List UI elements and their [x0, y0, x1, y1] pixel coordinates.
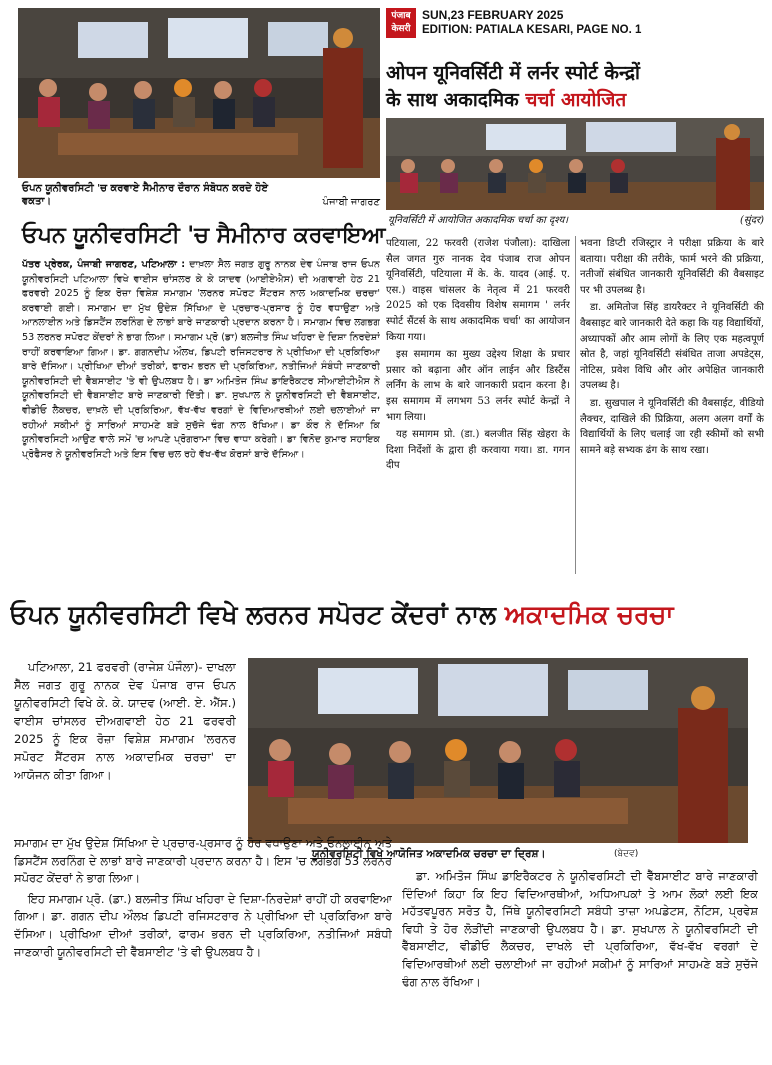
- kesari-photo-credit: (सुंदर): [740, 215, 764, 226]
- kesari-col2-para-1: भवना डिप्टी रजिस्ट्रार ने परीक्षा प्रक्रिया के बारे बताया। परीक्षा की तरीके, फार्म भरने की प्रक्रिया, नतीजों संबंधित जानकारी यूनिवर्सिटी की वैबसाइट पर भी उपलब्ध है।: [580, 238, 764, 296]
- bottom-right-text: ਡਾ. ਅਮਿਤੋਜ ਸਿੰਘ ਡਾਇਰੈਕਟਰ ਨੇ ਯੂਨੀਵਰਸਿਟੀ ਦੀ ਵੈੱਬਸਾਈਟ ਬਾਰੇ ਜਾਣਕਾਰੀ ਦਿੰਦਿਆਂ ਕਿਹਾ ਕਿ ਇਹ ਵਿਦਿਆਰਥੀਆਂ, ਅਧਿਆਪਕਾਂ ਤੇ ਆਮ ਲੋਕਾਂ ਲਈ ਇਕ ਮਹੱਤਵਪੂਰਨ ਸਰੋਤ ਹੈ, ਜਿੱਥੇ ਯੂਨੀਵਰਸਿਟੀ ਸਬੰਧੀ ਤਾਜ਼ਾ ਅਪਡੇਟਸ, ਨੋਟਿਸ, ਪ੍ਰਵੇਸ਼ ਵਿਧੀ ਤੇ ਹੋਰ ਲੋੜੀਂਦੀ ਜਾਣਕਾਰੀ ਉਪਲਬਧ ਹੈ। ਡਾ. ਸੁਖਪਾਲ ਨੇ ਯੂਨੀਵਰਸਿਟੀ ਦੀ ਵੈੱਬਸਾਈਟ, ਵੀਡੀਓ ਲੈਕਚਰ, ਦਾਖਲੇ ਦੀ ਪ੍ਰਕਿਰਿਆ, ਵੱਖ-ਵੱਖ ਵਰਗਾਂ ਦੇ ਵਿਦਿਆਰਥੀਆਂ ਲਈ ਚਲਾਈਆਂ ਜਾ ਰਹੀਆਂ ਸਕੀਮਾਂ ਨੂੰ ਸਾਰਿਆਂ ਸਾਹਮਣੇ ਬੜੇ ਸੁਚੱਜੇ ਢੰਗ ਨਾਲ ਰੱਖਿਆ।: [402, 869, 758, 989]
- bottom-headline: [10, 598, 762, 632]
- kesari-photo-caption: यूनिवर्सिटी में आयोजित अकादमिक चर्चा का दृश्य।: [388, 215, 569, 226]
- kesari-headline: [386, 60, 766, 114]
- kesari-col1-para-2: इस समागम का मुख्य उद्देश्य शिक्षा के प्रचार प्रसार को बढ़ाना और ऑन लाईन और डिस्टैंस लर्निंग के लाभ के बारे जानकारी प्रदान करना है। इस समागम में लगभग 53 लर्नर स्पोर्ट केन्द्रों ने भाग लिया।: [386, 349, 570, 423]
- kesari-headline-plain: के साथ अकादमिक: [386, 89, 526, 111]
- kesari-col2-para-2: डा. अमितोज सिंह डायरैक्टर ने यूनिवर्सिटी की वैबसाइट बारे जानकारी देते कहा कि यह विद्यार्थियों, अध्यापकों और आम लोगों के लिए एक महत्वपूर्ण स्रोत है, जहां यूनिवर्सिटी संबंधित ताजा अपडेट्स, नोटिस, प्रवेश विधि और ओर अपेक्षित जानकारी उपलब्ध है।: [580, 302, 764, 392]
- kesari-col1-para-1: पटियाला, 22 फरवरी (राजेश पंजौला): दाखिला सैल जगत गुरु नानक देव पंजाब राज ओपन यूनिवर्सिटी, पटियाला में के. के. यादव (आई. ए. एस.) वाइस चांसलर के नेतृत्व में 21 फरवरी 2025 को एक दिवसीय विशेष समागम ' लर्नर स्पोर्ट सैंटर्स के साथ अकादमिक चर्चा' का आयोजन किया गया।: [386, 238, 570, 343]
- kesari-headline-red: चर्चा आयोजित: [525, 89, 627, 111]
- top-left-byline: ਪੱਤਰ ਪ੍ਰੇਰਕ, ਪੰਜਾਬੀ ਜਾਗਰਣ, ਪਟਿਆਲਾ :: [22, 259, 186, 270]
- bottom-left-column: [14, 835, 392, 1055]
- kesari-edition-line: EDITION: PATIALA KESARI, PAGE NO. 1: [422, 24, 642, 36]
- top-left-headline: ਓਪਨ ਯੂਨੀਵਰਸਿਟੀ 'ਚ ਸੈਮੀਨਾਰ ਕਰਵਾਇਆ: [22, 223, 386, 248]
- bottom-para-2: ਸਮਾਗਮ ਦਾ ਮੁੱਖ ਉਦੇਸ਼ ਸਿੱਖਿਆ ਦੇ ਪ੍ਰਚਾਰ-ਪ੍ਰਸਾਰ ਨੂੰ ਹੋਰ ਵਧਾਉਣਾ ਅਤੇ ਓਨਲਾਈਨ ਅਤੇ ਡਿਸਟੈਂਸ ਲਰਨਿੰਗ ਦੇ ਲਾਭਾਂ ਬਾਰੇ ਜਾਣਕਾਰੀ ਪ੍ਰਦਾਨ ਕਰਨਾ ਹੈ। ਇਸ 'ਚ ਲਗਭਗ 53 ਲਰਨਰ ਸਪੋਰਟ ਕੇਂਦਰਾਂ ਨੇ ਭਾਗ ਲਿਆ।: [14, 836, 392, 886]
- top-left-body: [22, 258, 380, 574]
- kesari-col-2: [580, 236, 764, 576]
- bottom-photo-credit: (ਬੇਦਵ): [614, 849, 639, 859]
- bottom-para-3: ਇਹ ਸਮਾਗਮ ਪ੍ਰੋ. (ਡਾ.) ਬਲਜੀਤ ਸਿੰਘ ਖਹਿਰਾ ਦੇ ਦਿਸ਼ਾ-ਨਿਰਦੇਸ਼ਾਂ ਰਾਹੀਂ ਹੀ ਕਰਵਾਇਆ ਗਿਆ। ਡਾ. ਗਗਨ ਦੀਪ ਔਲਖ ਡਿਪਟੀ ਰਜਿਸਟਰਾਰ ਨੇ ਪ੍ਰੀਖਿਆ ਦੀ ਪ੍ਰਕਿਰਿਆ ਬਾਰੇ ਦੱਸਿਆ। ਪ੍ਰੀਖਿਆ ਦੀਆਂ ਤਰੀਕਾਂ, ਫਾਰਮ ਭਰਨ ਦੀ ਪ੍ਰਕਿਰਿਆ, ਨਤੀਜਿਆਂ ਸਬੰਧੀ ਜਾਣਕਾਰੀ ਯੂਨੀਵਰਸਿਟੀ ਦੀ ਵੈੱਬਸਾਈਟ 'ਤੇ ਵੀ ਉਪਲਬਧ ਹੈ।: [14, 891, 392, 959]
- kesari-col1-para-3: यह समागम प्रो. (डा.) बलजीत सिंह खेहरा के दिशा निर्देशों के द्वारा ही करवाया गया। डा. गगन दीप: [386, 429, 570, 472]
- top-left-photo-credit: ਪੰਜਾਬੀ ਜਾਗਰਣ: [322, 197, 380, 208]
- kesari-column-rule: [575, 236, 576, 574]
- kesari-col-1: [386, 236, 570, 576]
- kesari-photo: [386, 118, 764, 210]
- bottom-photo: [248, 658, 748, 843]
- punjab-kesari-logo: पंजाब केसरी: [386, 8, 416, 38]
- top-left-photo-caption: ਓਪਨ ਯੂਨੀਵਰਸਿਟੀ 'ਚ ਕਰਵਾਏ ਸੈਮੀਨਾਰ ਦੌਰਾਨ ਸੰਬੋਧਨ ਕਰਦੇ ਹੋਏ ਵਕਤਾ।: [22, 183, 269, 207]
- kesari-headline-line1: ओपन यूनिवर्सिटी में लर्नर स्पोर्ट केन्द्रों: [386, 62, 640, 84]
- bottom-intro-text: ਪਟਿਆਲਾ, 21 ਫਰਵਰੀ (ਰਾਜੇਸ਼ ਪੰਜੌਲਾ)- ਦਾਖਲਾ ਸੈੱਲ ਜਗਤ ਗੁਰੂ ਨਾਨਕ ਦੇਵ ਪੰਜਾਬ ਰਾਜ ਓਪਨ ਯੂਨੀਵਰਸਿਟੀ ਵਿਖੇ ਕੇ. ਕੇ. ਯਾਦਵ (ਆਈ. ਏ. ਐੱਸ.) ਵਾਈਸ ਚਾਂਸਲਰ ਦੀਅਗਵਾਈ ਹੇਠ 21 ਫਰਵਰੀ 2025 ਨੂੰ ਇਕ ਰੋਜ਼ਾ ਵਿਸ਼ੇਸ਼ ਸਮਾਗਮ 'ਲਰਨਰ ਸਪੋਰਟ ਸੈਂਟਰਸ ਨਾਲ ਅਕਾਦਮਿਕ ਚਰਚਾ' ਦਾ ਆਯੋਜਨ ਕੀਤਾ ਗਿਆ।: [14, 660, 236, 782]
- kesari-col2-para-3: डा. सुखपाल ने यूनिवर्सिटी की वैबसाईट, वीडियो लैक्चर, दाखिले की प्रिक्रिया, अलग अलग वर्गों के विद्यार्थियों के लिए चलाई जा रही स्कीमों को सभी सामने बड़े सभ्यक ढंग के साथ रखा।: [580, 397, 764, 456]
- kesari-date-line: SUN,23 FEBRUARY 2025: [422, 8, 564, 22]
- bottom-headline-plain: ਓਪਨ ਯੂਨੀਵਰਸਿਟੀ ਵਿਖੇ ਲਰਨਰ ਸਪੋਰਟ ਕੇਂਦਰਾਂ ਨਾਲ: [10, 600, 505, 629]
- bottom-intro: [14, 658, 236, 832]
- kesari-headline-line2: [386, 87, 766, 114]
- top-left-photo: [18, 8, 380, 178]
- bottom-headline-red: ਅਕਾਦਮਿਕ ਚਰਚਾ: [504, 600, 674, 629]
- top-left-body-text: ਦਾਖ਼ਲਾ ਸੈਲ ਜਗਤ ਗੁਰੂ ਨਾਨਕ ਦੇਵ ਪੰਜਾਬ ਰਾਜ ਓਪਨ ਯੂਨੀਵਰਸਿਟੀ ਪਟਿਆਲਾ ਵਿਖੇ ਵਾਈਸ ਚਾਂਸਲਰ ਕੇ ਕੇ ਯਾਦਵ (ਆਈਏਐਸ) ਦੀ ਅਗਵਾਈ ਹੇਠ 21 ਫਰਵਰੀ 2025 ਨੂੰ ਇਕ ਰੋਜ਼ਾ ਵਿਸ਼ੇਸ਼ ਸਮਾਗਮ 'ਲਰਨਰ ਸਪੋਰਟ ਸੈਂਟਰਸ ਨਾਲ ਅਕਾਦਮਿਕ ਚਰਚਾ' ਕਰਵਾਈ ਗਈ। ਸਮਾਗਮ ਦਾ ਮੁੱਖ ਉਦੇਸ਼ ਸਿੱਖਿਆ ਦੇ ਪ੍ਰਚਾਰ-ਪ੍ਰਸਾਰ ਨੂੰ ਹੋਰ ਵਧਾਉਣਾ ਅਤੇ ਆਨਲਾਈਨ ਅਤੇ ਡਿਸਟੈਂਸ ਲਰਨਿੰਗ ਦੇ ਲਾਭਾਂ ਬਾਰੇ ਜਾਣਕਾਰੀ ਪ੍ਰਦਾਨ ਕਰਨਾ ਹੈ। ਸਮਾਗਮ ਵਿਚ ਲਗਭਗ 53 ਲਰਨਰ ਸਪੋਰਟ ਕੇਂਦਰਾਂ ਨੇ ਭਾਗ ਲਿਆ। ਸਮਾਗਮ ਪ੍ਰੋ (ਡਾ) ਬਲਜੀਤ ਸਿੰਘ ਖਹਿਰਾ ਦੇ ਦਿਸ਼ਾ ਨਿਰਦੇਸ਼ਾਂ ਰਾਹੀਂ ਕਰਵਾਇਆ ਗਿਆ। ਡਾ. ਗਗਨਦੀਪ ਔਲਖ, ਡਿਪਟੀ ਰਜਿਸਟਰਾਰ ਨੇ ਪ੍ਰੀਖਿਆ ਦੀ ਪ੍ਰਕਿਰਿਆ ਬਾਰੇ ਦੱਸਿਆ। ਪ੍ਰੀਖਿਆ ਦੀਆਂ ਤਰੀਕਾਂ, ਫਾਰਮ ਭਰਨ ਦੀ ਪ੍ਰਕਿਰਿਆ, ਨਤੀਜਿਆਂ ਸੰਬੰਧੀ ਜਾਣਕਾਰੀ ਯੂਨੀਵਰਸਿਟੀ ਦੀ ਵੈਬਸਾਈਟ 'ਤੇ ਵੀ ਉਪਲਬਧ ਹੈ। ਡਾ ਅਮਿਤੋਜ ਸਿੰਘ ਡਾਇਰੈਕਟਰ ਸੀਆਈਟੀਐਸ ਨੇ ਯੂਨੀਵਰਸਿਟੀ ਦੀ ਵੈਬਸਾਈਟ ਬਾਰੇ ਜਾਣਕਾਰੀ ਦਿੱਤੀ। ਡਾ. ਸੁਖਪਾਲ ਨੇ ਯੂਨੀਵਰਸਿਟੀ ਦੀ ਵੈਬਸਾਈਟ, ਵੀਡੀਓ ਲੈਕਚਰ, ਦਾਖ਼ਲੇ ਦੀ ਪ੍ਰਕਿਰਿਆ, ਵੱਖ-ਵੱਖ ਵਰਗਾਂ ਦੇ ਵਿਦਿਆਰਥੀਆਂ ਲਈ ਚਲਾਈਆਂ ਜਾ ਰਹੀਆਂ ਸਕੀਮਾਂ ਨੂੰ ਸਾਰਿਆਂ ਸਾਹਮਣੇ ਬੜੇ ਸੁਚੱਜੇ ਢੰਗ ਨਾਲ ਰੱਖਿਆ। ਡਾ ਕੌਰ ਨੇ ਦੱਸਿਆ ਕਿ ਯੂਨੀਵਰਸਿਟੀ ਆਉਣ ਵਾਲੇ ਸਮੇਂ 'ਚ ਆਪਣੇ ਪ੍ਰੋਗਰਾਮਾ ਵਿਚ ਵਾਧਾ ਕਰੇਗੀ। ਡਾ ਵਿਨੋਦ ਕੁਮਾਰ ਸਹਾਇਕ ਪ੍ਰੋਫੈਸਰ ਨੇ ਯੂਨੀਵਰਸਿਟੀ ਅਤੇ ਇਸ ਵਿਚ ਚਲ ਰਹੇ ਵੱਖ-ਵੱਖ ਕੋਰਸਾਂ ਬਾਰੇ ਦੱਸਿਆ।: [22, 259, 380, 460]
- bottom-photo-caption: ਯੂਨੀਵਰਸਿਟੀ ਵਿਖੇ ਆਯੋਜਿਤ ਅਕਾਦਮਿਕ ਚਰਚਾ ਦਾ ਦ੍ਰਿਸ਼।: [312, 848, 546, 860]
- bottom-right-column: [402, 868, 758, 1058]
